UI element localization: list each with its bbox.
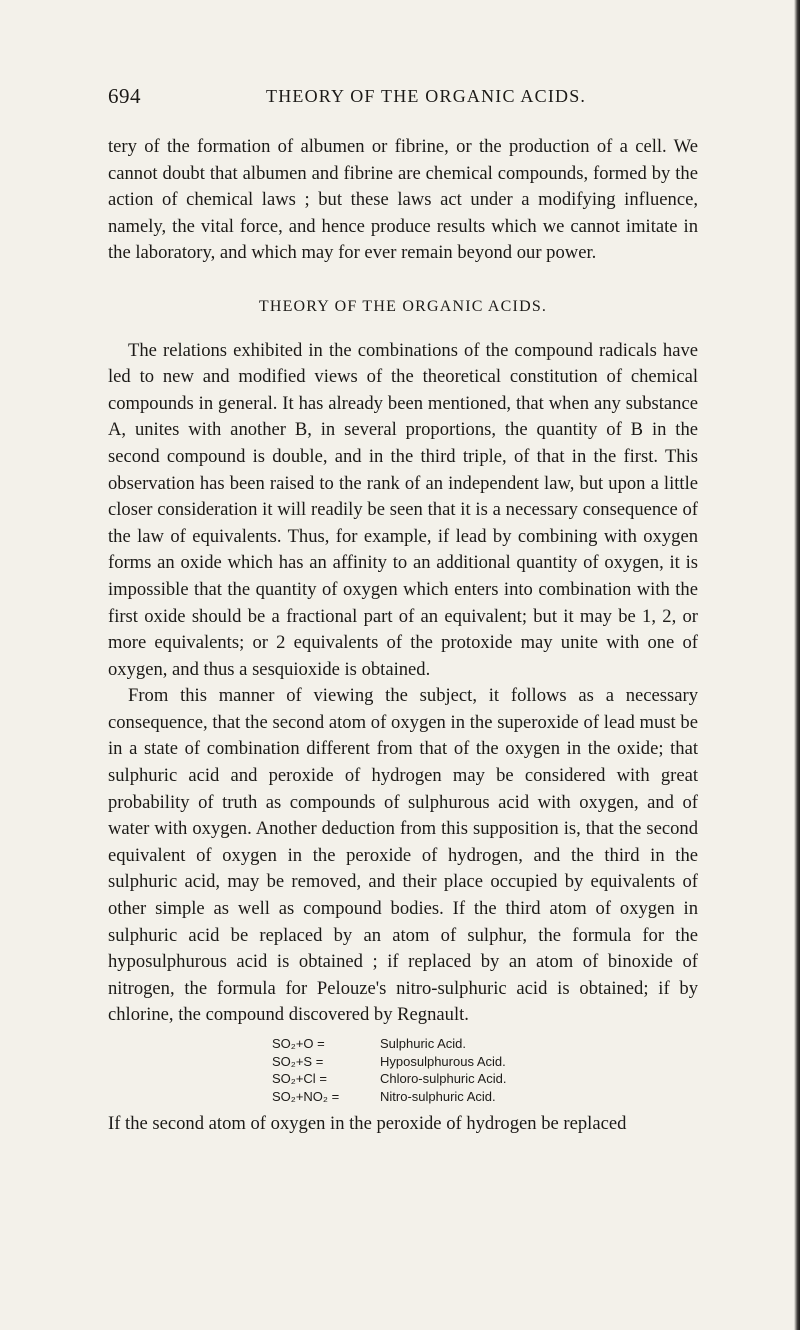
page-number: 694 bbox=[108, 84, 141, 108]
paragraph: From this manner of viewing the subject, it follows as a necessary consequence, that the second atom of oxygen in the superoxide of lead must be in a state of combination different from that of the oxygen in the oxide; that sulphuric acid and peroxide of hydrogen may be considered with great probability of truth as compounds of sulphurous acid with oxygen, and of water with oxygen. Another deduction from this supposition is, that the second equivalent of oxygen in the peroxide of hydrogen, and the third in the sulphuric acid, may be removed, and their place occupied by equivalents of other simple as well as compound bodies. If the third atom of oxygen in sulphuric acid be replaced by an atom of sulphur, the formula for the hyposulphurous acid is obtained ; if replaced by an atom of binoxide of nitrogen, the formula for Pelouze's nitro-sulphuric acid is obtained; if by chlorine, the compound discovered by Regnault. bbox=[108, 685, 698, 1026]
formula-row bbox=[272, 1035, 698, 1053]
formula-name: Chloro-sulphuric Acid. bbox=[380, 1071, 507, 1086]
formula-row bbox=[272, 1070, 698, 1088]
paragraph-continuation: tery of the formation of albumen or fibrine, or the production of a cell. We cannot doubt that albumen and fibrine are chemical compounds, formed by the action of chemical laws ; but these laws act under a modifying influence, namely, the vital force, and hence produce results which we cannot imitate in the laboratory, and which may for ever remain beyond our power. bbox=[108, 136, 698, 264]
body-text bbox=[108, 134, 698, 1138]
section-title: THEORY OF THE ORGANIC ACIDS. bbox=[258, 297, 548, 315]
formula: SO₂+O = bbox=[272, 1036, 325, 1051]
running-head: THEORY OF THE ORGANIC ACIDS. bbox=[266, 86, 587, 106]
page-edge-shadow bbox=[794, 0, 800, 1330]
formula: SO₂+S = bbox=[272, 1053, 324, 1069]
formula: SO₂+NO₂ = bbox=[272, 1088, 340, 1104]
formula-name: Nitro-sulphuric Acid. bbox=[380, 1088, 496, 1104]
paragraph: The relations exhibited in the combinations of the compound radicals have led to new and modified views of the theoretical constitution of chemical compounds in general. It has already been mentioned, that when any substance A, unites with another B, in several proportions, the quantity of B in the second compound is double, and in the third triple, of that in the first. This observation has been raised to the rank of an independent law, but upon a little closer consideration it will readily be seen that it is a necessary consequence of the law of equivalents. Thus, for example, if lead by combining with oxygen forms an oxide which has an affinity to an additional quantity of oxygen, it is impossible that the quantity of oxygen which enters into combination with the first oxide should be a fractional part of an equivalent; but it may be 1, 2, or more equivalents; or 2 equivalents of the protoxide may unite with one of oxygen, and thus a sesquioxide is obtained. bbox=[108, 339, 698, 680]
paragraph: If the second atom of oxygen in the peroxide of hydrogen be replaced bbox=[108, 1113, 627, 1134]
formula-row bbox=[272, 1088, 698, 1106]
formula-row bbox=[272, 1053, 698, 1071]
formula-name: Hyposulphurous Acid. bbox=[380, 1053, 506, 1069]
formula-table bbox=[272, 1035, 698, 1105]
page-header bbox=[108, 84, 700, 114]
formula-name: Sulphuric Acid. bbox=[380, 1036, 466, 1051]
formula: SO₂+Cl = bbox=[272, 1071, 327, 1086]
